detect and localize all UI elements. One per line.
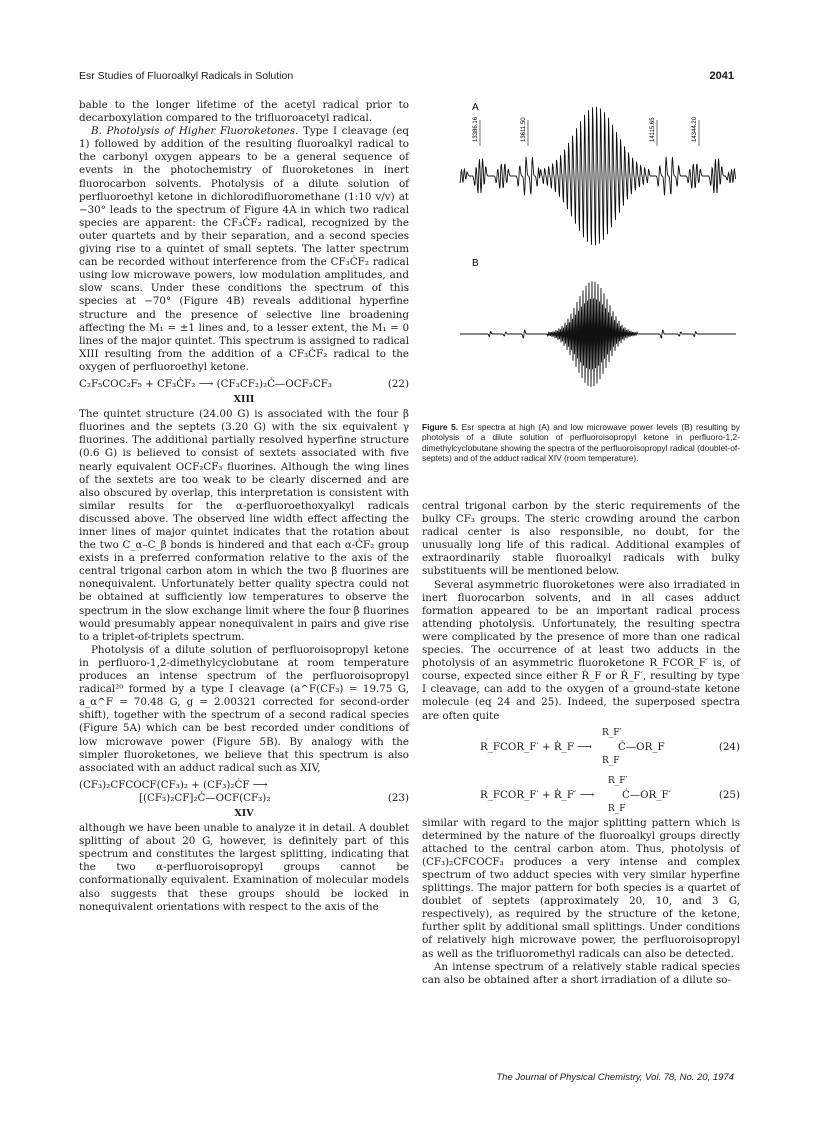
right-column [422,500,740,987]
field-marker: 13611.50 [521,117,527,142]
equation-22 [79,378,409,406]
paragraph [79,125,409,374]
figure-caption [422,422,740,464]
equation-text: (CF₃)₂CFCOCF(CF₃)₂ + (CF₃)₂ĊF ⟶ [79,778,268,791]
equation-text: Ċ—OR_F′ [622,788,672,801]
equation-number: (25) [718,788,740,801]
equation-23 [79,779,409,820]
field-marker: 13386.16 [473,116,479,142]
field-marker: 14344.20 [692,116,698,142]
caption-text: Esr spectra at high (A) and low microwave power levels (B) resulting by photolysis of a dilute solution of perfluoroisopropyl ketone in perfluoro-1,2-dimethylcyclobutane showing the spectra of the perfluoroisopropyl radical (doublet-of-septets) and of the adduct radical XIV (room temperature). [422,422,740,464]
paragraph: similar with regard to the major splitting pattern which is determined by the nature of the fluoroalkyl groups directly attached to the central carbon atom. Thus, photolysis of (CF₃)₂CFCOCF₃ produces a very intense and complex spectrum of two adduct species with very similar hyperfine splittings. The major pattern for both species is a quartet of doublet of septets (approximately 20, 10, and 3 G, respectively), as required by the structure of the ketone, further split by additional small splittings. Under conditions of relatively high microwave power, the perfluoroisopropyl as well as the trifluoromethyl radicals can also be detected. [422,816,740,960]
caption-label: Figure 5. [422,422,459,432]
journal-footer: The Journal of Physical Chemistry, Vol. 78, No. 20, 1974 [496,1072,734,1083]
equation-text: R_FCOR_F′ + Ṙ_F ⟶ [480,740,593,753]
equation-25 [422,775,740,815]
running-title: Esr Studies of Fluoroalkyl Radicals in Solution [79,70,294,82]
spectrum-trace-b [460,281,736,387]
equation-text: R_F [602,755,620,766]
paragraph: central trigonal carbon by the steric requirements of the bulky CF₃ groups. The steric crowding around the carbon radical center is also responsible, no doubt, for the unusually long life of this radical. Additional examples of extraordinarily stable fluoroalkyl radicals with bulky substituents will be mentioned below. [422,500,740,578]
equation-label: XIV [234,807,254,819]
equation-text: R_F′ [608,775,628,786]
paragraph: Photolysis of a dilute solution of perfluoroisopropyl ketone in perfluoro-1,2-dimethylcyclobutane at room temperature produces an intense spectrum of the perfluoroisopropyl radical²⁰ formed by a type I cleavage (a^F(CF₃) = 19.75 G, a_α^F = 70.48 G, g = 2.00321 corrected for second-order shift), together with the spectrum of a second radical species (Figure 5A) which can be best recorded under conditions of low microwave power (Figure 5B). By analogy with the simpler fluoroketones, we believe that this spectrum is also associated with an adduct radical such as XIV, [79,643,409,774]
paragraph: The quintet structure (24.00 G) is associated with the four β fluorines and the septets (3.20 G) with the six equivalent γ fluorines. The additional partially resolved hyperfine structure (0.6 G) is believed to consist of sextets associated with five nearly equivalent OCF₂CF₃ fluorines. Although the wing lines of the sextets are too weak to be clearly discerned and are also obscured by overlap, this interpretation is consistent with similar results for the α-perfluoroethoxyalkyl radicals discussed above. The observed line width effect affecting the inner lines of major quintet indicates that the rotation about the two C_α–C_β bonds is hindered and that each α-ĊF₂ group exists in a preferred conformation relative to the axis of the central trigonal carbon atom in which the two β fluorines are nonequivalent. Unfortunately better quality spectra could not be obtained at sufficiently low temperatures to observe the spectrum in the slow exchange limit where the four β fluorines would presumably appear nonequivalent in pairs and give rise to a triplet-of-triplets spectrum. [79,408,409,643]
equation-label: XIII [233,394,255,406]
equation-text: Ċ—OR_F [618,740,665,753]
page-number: 2041 [709,70,734,82]
paragraph: An intense spectrum of a relatively stable radical species can also be obtained after a short irradiation of a dilute so- [422,960,740,986]
field-marker: 14115.65 [650,117,656,142]
paragraph: Several asymmetric fluoroketones were also irradiated in inert fluorocarbon solvents, and in all cases adduct formation appeared to be an important radical process attending photolysis. Unfortunately, the resulting spectra were complicated by the presence of more than one radical species. The occurrence of at least two adducts in the photolysis of an asymmetric fluoroketone R_FCOR_F′ is, of course, expected since either Ṙ_F or Ṙ_F′, resulting by type I cleavage, can add to the oxygen of a ground-state ketone molecule (eq 24 and 25). Indeed, the superposed spectra are often quite [422,578,740,722]
equation-text: R_FCOR_F′ + Ṙ_F′ ⟶ [480,788,595,801]
equation-text: C₂F₅COC₂F₅ + CF₃ĊF₂ ⟶ (CF₃CF₂)₂Ċ—OCF₂CF₃ [79,377,333,390]
equation-text: [(CF₃)₂CF]₂Ċ—OCF(CF₃)₂ [139,791,271,804]
paragraph: although we have been unable to analyze it in detail. A doublet splitting of about 20 G, however, is definitely part of this spectrum and constitutes the largest splitting, indicating that the two α-perfluoroisopropyl groups cannot be conformationally equivalent. Examination of molecular models also suggests that these groups should be locked in nonequivalent orientations with respect to the axis of the [79,822,409,913]
left-column [79,99,409,914]
esr-spectra-plot [430,96,746,426]
section-heading: B. Photolysis of Higher Fluoroketones. [91,125,299,138]
equation-text: R_F′ [602,727,622,738]
equation-24 [422,727,740,767]
panel-a-label: A [472,102,479,113]
equation-text: R_F [608,803,626,814]
figure-5 [430,96,746,452]
paragraph-text: Type I cleavage (eq 1) followed by addition of the resulting fluoroalkyl radical to the carbonyl oxygen appears to be a general sequence of events in the photochemistry of fluoroketones in inert fluorocarbon solvents. Photolysis of a dilute solution of perfluoroethyl ketone in dichlorodifluoromethane (1:10 v/v) at −30° leads to the spectrum of Figure 4A in which two radical species are apparent: the CF₃ĊF₂ radical, recognized by the outer quartets and by their separation, and a second species giving rise to a quintet of small septets. The latter spectrum can be recorded without interference from the CF₃ĊF₂ radical using low microwave powers, low modulation amplitudes, and slow scans. Under these conditions the spectrum of this species at −70° (Figure 4B) reveals additional hyperfine structure and the presence of selective line broadening affecting the M₁ = ±1 lines and, to a lesser extent, the M₁ = 0 lines of the major quintet. This spectrum is assigned to radical XIII resulting from the addition of a CF₃ĊF₂ radical to the oxygen of perfluoroethyl ketone. [79,125,409,373]
equation-number: (23) [387,791,409,804]
paragraph: bable to the longer lifetime of the acetyl radical prior to decarboxylation compared to the trifluoroacetyl radical. [79,99,409,125]
equation-number: (24) [718,740,740,753]
panel-b-label: B [472,258,479,269]
equation-number: (22) [387,377,409,390]
